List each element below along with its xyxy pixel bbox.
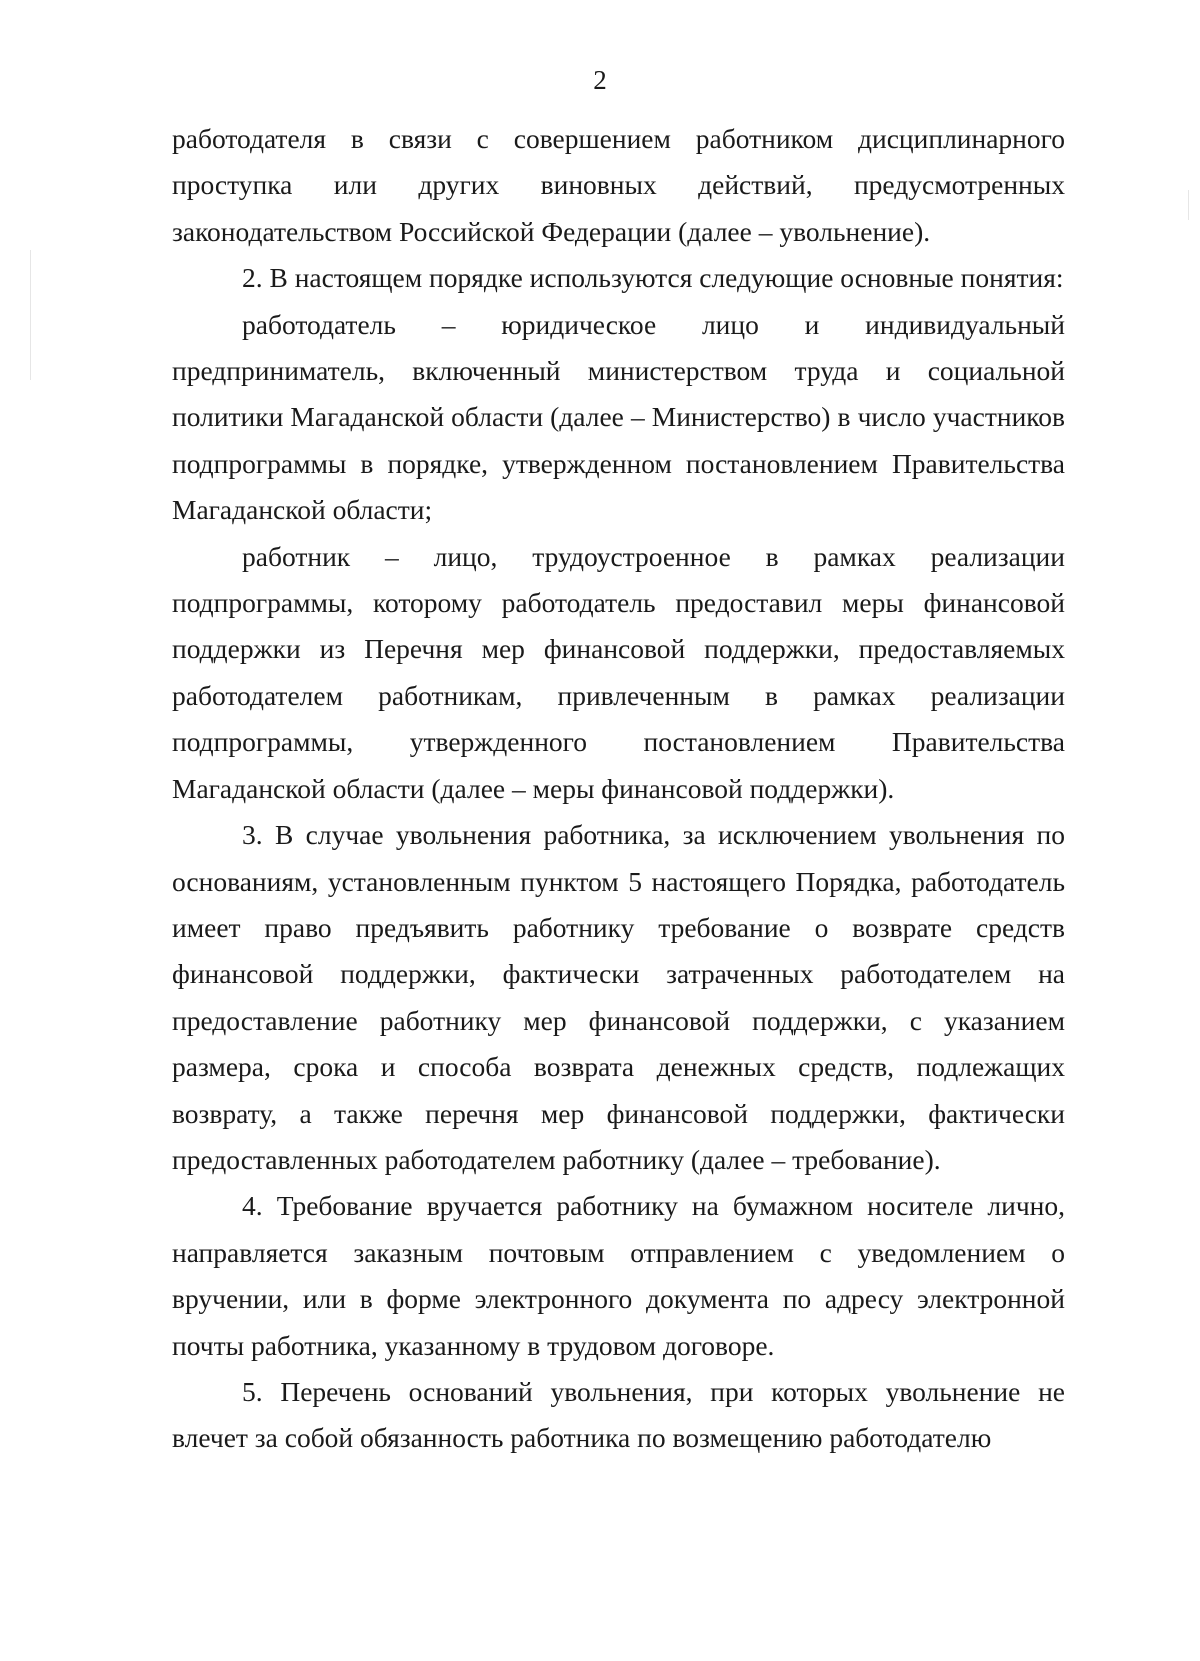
paragraph-clause-4: 4. Требование вручается работнику на бумажном носителе лично, направляется заказным почтовым отправлением с уведомлением о вручении, или в форме электронного документа по адресу электронной почты работника, указанному в трудовом договоре.	[172, 1190, 1065, 1361]
paragraph-clause-5: 5. Перечень оснований увольнения, при которых увольнение не влечет за собой обязанность работника по возмещению работодателю	[172, 1375, 1065, 1454]
page-number: 2	[593, 65, 607, 95]
scan-edge-mark	[30, 250, 31, 380]
paragraph-continuation: работодателя в связи с совершением работником дисциплинарного проступка или других виновных действий, предусмотренных законодательством Российской Федерации (далее – увольнение).	[172, 123, 1065, 247]
document-body	[172, 116, 1065, 1462]
paragraph-definition-employer: работодатель – юридическое лицо и индивидуальный предприниматель, включенный министерством труда и социальной политики Магаданской области (далее – Министерство) в число участников подпрограммы в порядке, утвержденном постановлением Правительства Магаданской области;	[172, 308, 1065, 526]
paragraph-clause-3: 3. В случае увольнения работника, за исключением увольнения по основаниям, установленным пунктом 5 настоящего Порядка, работодатель имеет право предъявить работнику требование о возврате средств финансовой поддержки, фактически затраченных работодателем на предоставление работнику мер финансовой поддержки, с указанием размера, срока и способа возврата денежных средств, подлежащих возврату, а также перечня мер финансовой поддержки, фактически предоставленных работодателем работнику (далее – требование).	[172, 819, 1065, 1175]
paragraph-clause-2: 2. В настоящем порядке используются следующие основные понятия:	[242, 262, 1064, 294]
paragraph-definition-employee: работник – лицо, трудоустроенное в рамках реализации подпрограммы, которому работодатель предоставил меры финансовой поддержки из Перечня мер финансовой поддержки, предоставляемых работодателем работникам, привлеченным в рамках реализации подпрограммы, утвержденного постановлением Правительства Магаданской области (далее – меры финансовой поддержки).	[172, 540, 1065, 804]
scan-edge-mark	[1188, 190, 1189, 220]
